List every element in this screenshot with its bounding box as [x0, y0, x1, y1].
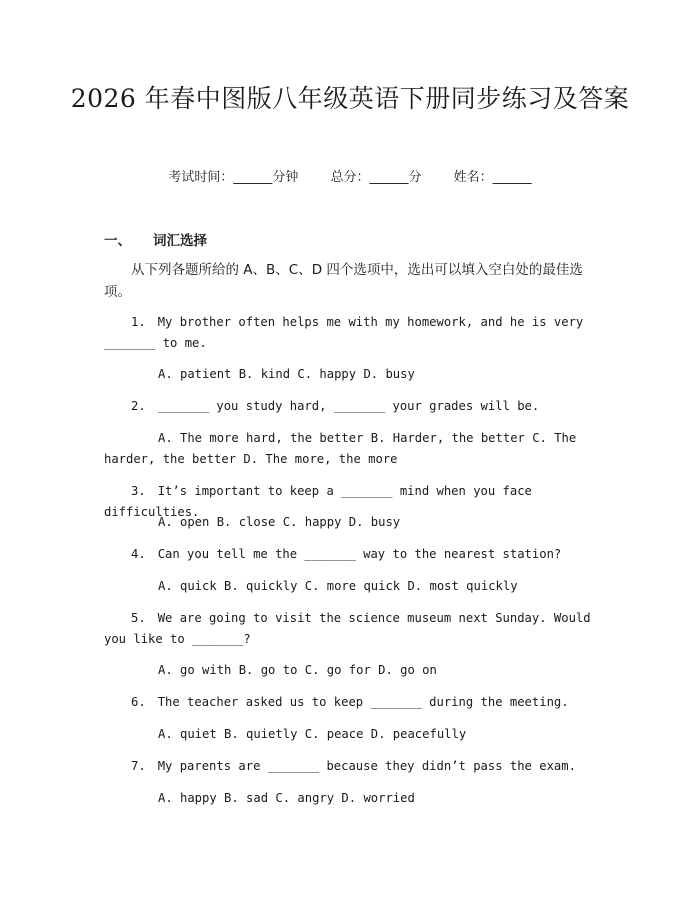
question-4-options: A. quick B. quickly C. more quick D. most quickly — [158, 579, 518, 593]
question-7-options: A. happy B. sad C. angry D. worried — [158, 791, 415, 805]
section-number: 一、 — [104, 233, 131, 249]
section-title: 词汇选择 — [153, 233, 207, 249]
question-text: My brother often helps me with my homework, and he is very _______ to me. — [104, 315, 584, 350]
question-3-options: A. open B. close C. happy D. busy — [158, 515, 401, 529]
question-1-options: A. patient B. kind C. happy D. busy — [158, 367, 415, 381]
question-number: 7. — [131, 759, 146, 773]
question-text: It’s important to keep a _______ mind when you face difficulties. — [104, 484, 532, 519]
exam-info-line — [0, 168, 700, 188]
question-7 — [104, 756, 604, 777]
question-text: The teacher asked us to keep _______ during the meeting. — [157, 695, 569, 709]
question-5 — [104, 608, 604, 650]
student-name-field: 姓名：______ — [453, 170, 532, 185]
question-text: My parents are _______ because they didn’t pass the exam. — [157, 759, 576, 773]
question-number: 5. — [131, 611, 146, 625]
instructions: 从下列各题所给的 A、B、C、D 四个选项中，选出可以填入空白处的最佳选项。 — [104, 262, 583, 300]
question-number: 3. — [131, 484, 146, 498]
question-number: 6. — [131, 695, 146, 709]
exam-time-field: 考试时间：______分钟 — [168, 170, 299, 185]
question-number: 1. — [131, 315, 146, 329]
question-2 — [104, 396, 604, 417]
total-score-field: 总分：______分 — [330, 170, 422, 185]
question-number: 4. — [131, 547, 146, 561]
question-6 — [104, 692, 604, 713]
question-text: Can you tell me the _______ way to the nearest station? — [157, 547, 562, 561]
question-text: _______ you study hard, _______ your grades will be. — [157, 399, 540, 413]
question-4 — [104, 544, 604, 565]
question-2-options: A. The more hard, the better B. Harder, the better C. The harder, the better D. The more, the more — [104, 431, 577, 466]
question-6-options: A. quiet B. quietly C. peace D. peacefully — [158, 727, 467, 741]
question-text: We are going to visit the science museum next Sunday. Would you like to _______? — [104, 611, 591, 646]
page-title: 2026 年春中图版八年级英语下册同步练习及答案 — [70, 84, 630, 113]
question-5-options: A. go with B. go to C. go for D. go on — [158, 663, 437, 677]
section-heading — [104, 229, 207, 249]
question-number: 2. — [131, 399, 146, 413]
question-1 — [104, 312, 604, 354]
